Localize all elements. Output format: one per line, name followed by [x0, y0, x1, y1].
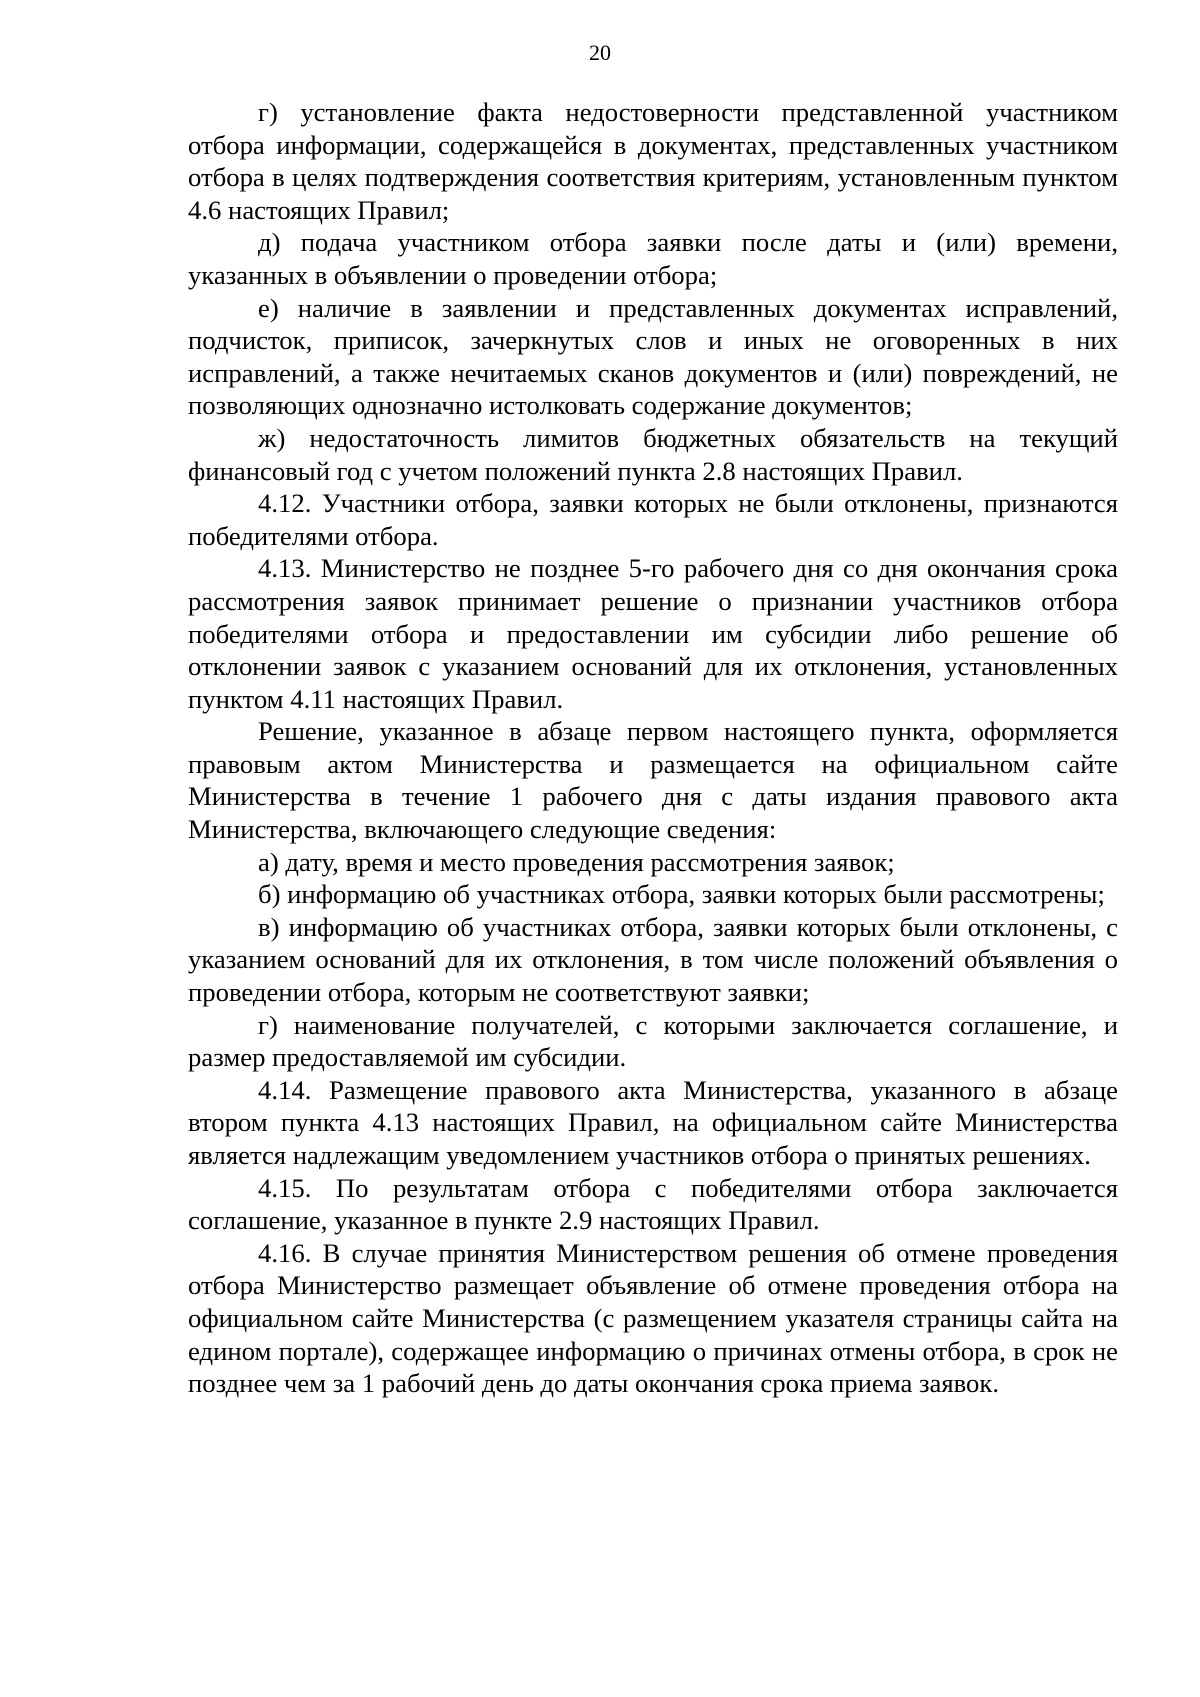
paragraph-g-recipients: г) наименование получателей, с которыми заключается соглашение, и размер предоставляемой им субсидии.	[188, 1009, 1118, 1073]
paragraph-b-reviewed: б) информацию об участниках отбора, заявки которых были рассмотрены;	[258, 879, 1105, 910]
paragraph-zh-limits: ж) недостаточность лимитов бюджетных обязательств на текущий финансовый год с учетом положений пункта 2.8 настоящих Правил.	[188, 422, 1118, 486]
paragraph-4-14: 4.14. Размещение правового акта Министерства, указанного в абзаце втором пункта 4.13 настоящих Правил, на официальном сайте Министерства является надлежащим уведомлением участников отбора о принятых решениях.	[188, 1074, 1118, 1170]
document-body	[188, 96, 1118, 1400]
paragraph-4-15: 4.15. По результатам отбора с победителями отбора заключается соглашение, указанное в пункте 2.9 настоящих Правил.	[188, 1172, 1118, 1236]
paragraph-4-12: 4.12. Участники отбора, заявки которых не были отклонены, признаются победителями отбора.	[188, 488, 1118, 551]
paragraph-4-13: 4.13. Министерство не позднее 5-го рабочего дня со дня окончания срока рассмотрения заявок принимает решение о признании участников отбора победителями отбора и предоставлении им субсидии либо решение об отклонении заявок с указанием оснований для их отклонения, установленных пунктом 4.11 настоящих Правил.	[188, 553, 1118, 714]
paragraph-v-rejected: в) информацию об участниках отбора, заявки которых были отклонены, с указанием оснований для их отклонения, в том числе положений объявления о проведении отбора, которым не соответствуют заявки;	[188, 911, 1118, 1008]
paragraph-decision: Решение, указанное в абзаце первом настоящего пункта, оформляется правовым актом Министерства и размещается на официальном сайте Министерства в течение 1 рабочего дня с даты издания правового акта Министерства, включающего следующие сведения:	[188, 716, 1118, 845]
paragraph-g-falsity: г) установление факта недостоверности представленной участником отбора информации, содержащейся в документах, представленных участником отбора в целях подтверждения соответствия критериям, установленным пунктом 4.6 настоящих Правил;	[188, 97, 1118, 225]
paragraph-d-late-submission: д) подача участником отбора заявки после даты и (или) времени, указанных в объявлении о проведении отбора;	[188, 227, 1118, 290]
paragraph-a-date: а) дату, время и место проведения рассмотрения заявок;	[258, 846, 895, 877]
page-number: 20	[589, 40, 611, 65]
paragraph-4-16: 4.16. В случае принятия Министерством решения об отмене проведения отбора Министерство размещает объявление об отмене проведения отбора на официальном сайте Министерства (с размещением указателя страницы сайта на едином портале), содержащее информацию о причинах отмены отбора, в срок не позднее чем за 1 рабочий день до даты окончания срока приема заявок.	[188, 1237, 1118, 1399]
paragraph-e-corrections: е) наличие в заявлении и представленных документах исправлений, подчисток, приписок, зачеркнутых слов и иных не оговоренных в них исправлений, а также нечитаемых сканов документов и (или) повреждений, не позволяющих однозначно истолковать содержание документов;	[188, 292, 1118, 421]
